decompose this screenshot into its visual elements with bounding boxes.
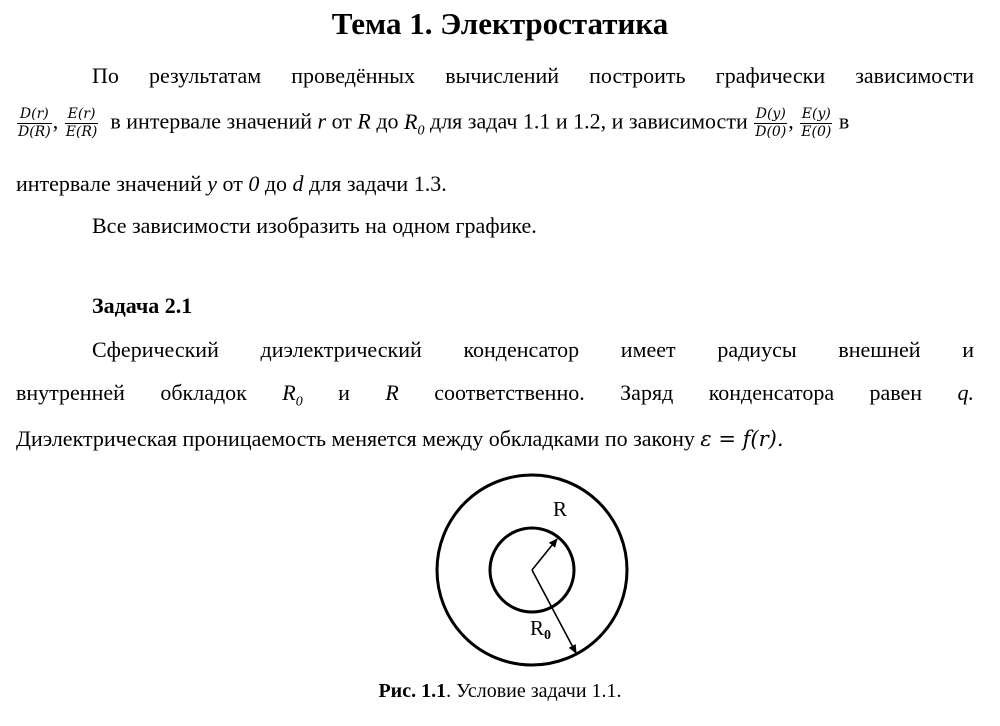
formula-epsilon: ε = f(r). [700,427,784,451]
figure-caption: Рис. 1.1. Условие задачи 1.1. [378,680,622,702]
intro-line-3: интервале значений y от 0 до d для задачи 1.3. [16,171,447,196]
fraction-E-r: $\frac{E(r)}{E(R)}$ [65,106,98,140]
capacitor-diagram [420,470,660,670]
task-line-2: внутренней обкладок $R_0$ и R соответственно. Заряд конденсатора равен q. [16,380,975,410]
page-title: Тема 1. Электростатика [331,6,669,41]
label-R: R [553,497,568,521]
label-R0: R0 [530,616,552,643]
task-line-1: Сферический диэлектрический конденсатор имеет радиусы внешней и [92,337,974,362]
radius-R-arrow [532,539,557,570]
task-line-3: Диэлектрическая проницаемость меняется между обкладками по закону ε = f(r). [16,426,784,451]
intro-line-2: $\frac{D(r)}{D(R)}$ , $\frac{E(r)}{E(R)}$ в интервале значений r от R до $R_0$ для задач 1.1 и 1.2, и зависимости $\frac{D(y)}{D(0)}$ , $\frac{E(y)}{E(0)}$ в [18,106,850,140]
intro-line-4: Все зависимости изобразить на одном графике. [92,213,537,238]
fraction-E-y: $\frac{E(y)}{E(0)}$ [801,106,832,140]
fraction-D-r: $\frac{D(r)}{D(R)}$ [18,106,51,140]
fraction-D-y: $\frac{D(y)}{D(0)}$ [755,106,787,140]
task-heading: Задача 2.1 [92,293,193,318]
intro-line-1: По результатам проведённых вычислений построить графически зависимости [92,63,974,88]
